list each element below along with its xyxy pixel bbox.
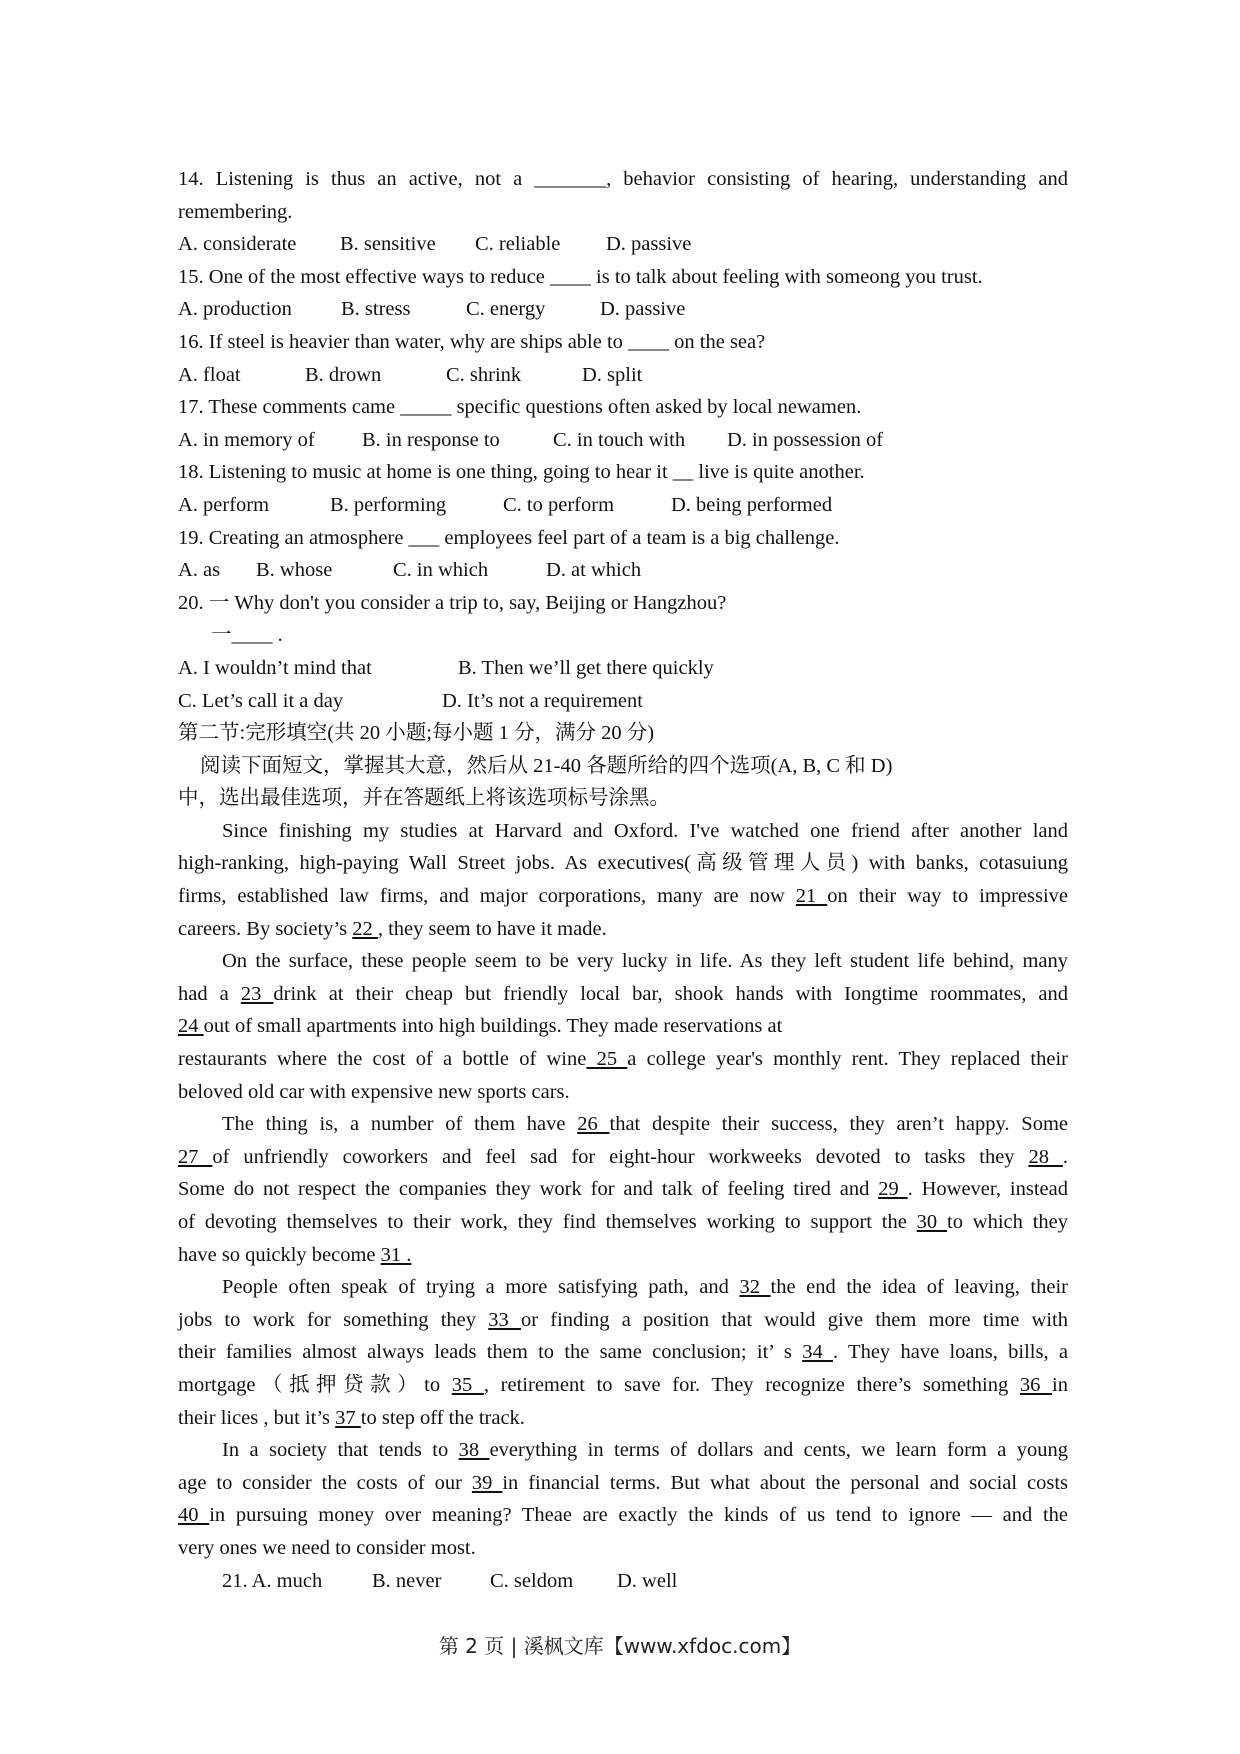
question-17-options	[178, 424, 1068, 457]
section-heading: 第二节:完形填空(共 20 小题;每小题 1 分，满分 20 分)	[178, 722, 655, 745]
question-18-stem: 18. Listening to music at home is one thing, going to hear it __ live is quite another.	[178, 461, 865, 484]
passage-line: jobs to work for something they 33 or finding a position that would give them more time with	[178, 1308, 1068, 1331]
blank-32: 32	[739, 1276, 771, 1299]
passage-line: very ones we need to consider most.	[178, 1536, 476, 1559]
blank-36: 36	[1019, 1373, 1053, 1396]
passage-line: Some do not respect the companies they work for and talk of feeling tired and 29 . However, instead	[178, 1178, 1068, 1201]
option-d: D. in possession of	[727, 428, 884, 451]
option-c: C. in touch with	[553, 428, 686, 451]
blank-33: 33	[488, 1308, 521, 1331]
passage-line: restaurants where the cost of a bottle of wine 25 a college year's monthly rent. They replaced their	[178, 1048, 1068, 1071]
option-c: C. seldom	[490, 1569, 574, 1592]
question-16-stem: 16. If steel is heavier than water, why are ships able to ____ on the sea?	[178, 330, 766, 353]
option-a: 21. A. much	[222, 1569, 323, 1592]
passage-line: In a society that tends to 38 everything in terms of dollars and cents, we learn form a young	[222, 1439, 1069, 1462]
blank-37: 37	[335, 1406, 361, 1429]
blank-38: 38	[458, 1439, 490, 1462]
blank-24: 24	[178, 1015, 204, 1038]
blank-39: 39	[471, 1471, 503, 1494]
option-b: B. sensitive	[340, 233, 436, 256]
option-b: B. never	[372, 1569, 442, 1592]
question-20-options-row2	[178, 685, 1068, 718]
blank-22: 22	[352, 917, 378, 940]
option-b: B. stress	[341, 298, 411, 321]
option-d: D. split	[582, 363, 643, 386]
option-a: A. I wouldn’t mind that	[178, 656, 372, 679]
question-20-reply: 一____ .	[211, 624, 283, 647]
blank-26: 26	[577, 1113, 610, 1136]
passage-line: People often speak of trying a more satisfying path, and 32 the end the idea of leaving, their	[222, 1276, 1068, 1299]
option-b: B. whose	[256, 559, 333, 582]
passage-line: had a 23 drink at their cheap but friendly local bar, shook hands with Iongtime roommates, and	[178, 982, 1068, 1005]
section-instructions-cont: 中，选出最佳选项，并在答题纸上将该选项标号涂黑。	[178, 787, 670, 810]
question-14-options	[178, 228, 1068, 261]
option-d: D. being performed	[671, 493, 833, 516]
option-a: A. as	[178, 559, 221, 582]
question-14-stem: 14. Listening is thus an active, not a _______, behavior consisting of hearing, understanding and	[178, 168, 1068, 190]
blank-21: 21	[795, 885, 828, 908]
option-c: C. reliable	[475, 233, 561, 256]
question-20-stem: 20. 一 Why don't you consider a trip to, say, Beijing or Hangzhou?	[178, 591, 727, 614]
question-15-options	[178, 293, 1068, 326]
option-a: A. production	[178, 298, 292, 321]
passage-line: The thing is, a number of them have 26 that despite their success, they aren’t happy. Some	[222, 1113, 1068, 1136]
blank-31: 31 .	[380, 1243, 412, 1266]
passage-line: 24 out of small apartments into high buildings. They made reservations at	[178, 1015, 783, 1038]
passage-line: high-ranking, high-paying Wall Street jobs. As executives(高级管理人员) with banks, cotasuiung	[178, 852, 1068, 875]
question-15-stem: 15. One of the most effective ways to reduce ____ is to talk about feeling with someong you trust.	[178, 265, 983, 288]
passage-line: their lices , but it’s 37 to step off the track.	[178, 1406, 525, 1429]
passage-line: have so quickly become 31 .	[178, 1243, 412, 1266]
question-16-options	[178, 359, 1068, 392]
option-a: A. float	[178, 363, 241, 386]
passage-line: 40 in pursuing money over meaning? Theae are exactly the kinds of us tend to ignore — and the	[178, 1504, 1069, 1527]
option-d: D. at which	[546, 559, 642, 582]
option-a: A. perform	[178, 493, 270, 516]
question-19-stem: 19. Creating an atmosphere ___ employees feel part of a team is a big challenge.	[178, 526, 840, 549]
question-21-options	[178, 1565, 1068, 1598]
page-footer: 第 2 页 | 溪枫文库【www.xfdoc.com】	[438, 1634, 802, 1658]
question-14-stem-cont: remembering.	[178, 200, 293, 223]
question-18-options	[178, 489, 1068, 522]
blank-23: 23	[240, 982, 274, 1005]
passage-line: mortgage（抵押贷款）to 35 , retirement to save for. They recognize there’s something 36 in	[178, 1373, 1068, 1396]
option-c: C. to perform	[503, 493, 615, 516]
option-d: D. passive	[606, 233, 692, 256]
blank-27: 27	[178, 1145, 213, 1168]
passage-line: 27 of unfriendly coworkers and feel sad for eight-hour workweeks devoted to tasks they 28 .	[178, 1145, 1068, 1168]
blank-29: 29	[878, 1178, 908, 1201]
passage-line: beloved old car with expensive new sports cars.	[178, 1080, 570, 1103]
question-20-options-row1	[178, 652, 1068, 685]
option-d: D. It’s not a requirement	[442, 689, 643, 712]
option-c: C. in which	[393, 559, 489, 582]
blank-25: 25	[586, 1048, 628, 1071]
question-19-options	[178, 554, 1068, 587]
option-a: A. considerate	[178, 233, 297, 256]
blank-35: 35	[451, 1373, 484, 1396]
passage-line: age to consider the costs of our 39 in financial terms. But what about the personal and social costs	[178, 1471, 1069, 1494]
passage-line: careers. By society’s 22 , they seem to have it made.	[178, 917, 607, 940]
blank-34: 34	[802, 1341, 833, 1364]
option-c: C. Let’s call it a day	[178, 689, 344, 712]
blank-30: 30	[916, 1211, 947, 1233]
option-b: B. Then we’ll get there quickly	[458, 656, 714, 679]
option-c: C. shrink	[446, 363, 522, 386]
exam-page-content	[178, 163, 1068, 1597]
option-b: B. performing	[330, 493, 447, 516]
option-c: C. energy	[466, 298, 546, 321]
passage-line: firms, established law firms, and major corporations, many are now 21 on their way to impressive	[178, 885, 1069, 908]
passage-line: On the surface, these people seem to be very lucky in life. As they left student life behind, many	[222, 950, 1068, 973]
passage-line: of devoting themselves to their work, they find themselves working to support the 30 to which they	[178, 1211, 1068, 1233]
passage-line: Since finishing my studies at Harvard and Oxford. I've watched one friend after another land	[222, 819, 1068, 842]
option-d: D. passive	[600, 298, 686, 321]
option-b: B. in response to	[362, 428, 500, 451]
section-instructions: 阅读下面短文，掌握其大意，然后从 21-40 各题所给的四个选项(A, B, C 和 D)	[200, 754, 893, 777]
option-d: D. well	[617, 1569, 678, 1592]
option-b: B. drown	[305, 363, 382, 386]
option-a: A. in memory of	[178, 428, 315, 451]
question-17-stem: 17. These comments came _____ specific questions often asked by local newamen.	[178, 396, 862, 419]
passage-line: their families almost always leads them to the same conclusion; it’ s 34 . They have loans, bills, a	[178, 1341, 1069, 1364]
blank-40: 40	[178, 1504, 210, 1527]
blank-28: 28	[1028, 1145, 1063, 1168]
